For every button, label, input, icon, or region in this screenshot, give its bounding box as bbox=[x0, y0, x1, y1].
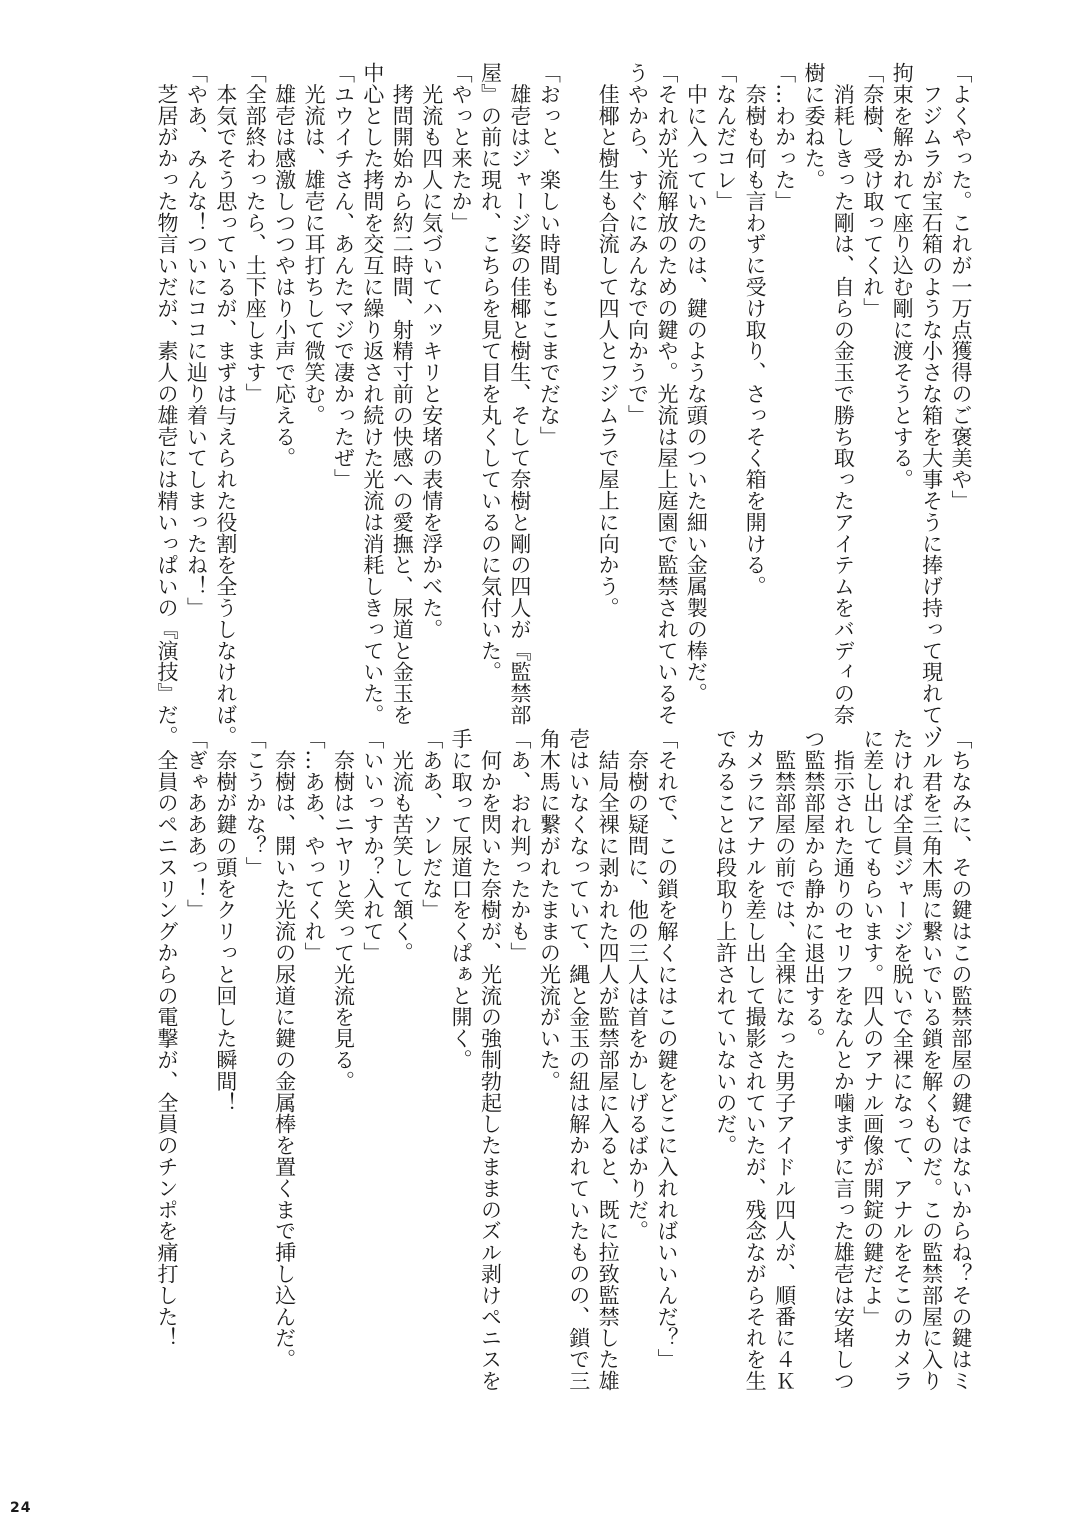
text-line: 本気でそう思っているが、まずは与えられた役割を全うしなければ。 bbox=[213, 62, 238, 747]
text-line: 「いいっすか？入れて」 bbox=[360, 728, 385, 964]
text-block-bottom bbox=[152, 728, 975, 1392]
text-line: 「全部終わったら、土下座します」 bbox=[243, 62, 268, 405]
text-line: に差し出してもらいます。四人のアナル画像が開錠の鍵だよ」 bbox=[860, 728, 885, 1328]
text-line: 光流も四人に気づいてハッキリと安堵の表情を浮かべた。 bbox=[419, 62, 444, 640]
text-line: 拘束を解かれて座り込む剛に渡そうとする。 bbox=[890, 62, 915, 490]
text-line bbox=[563, 62, 592, 712]
text-line: 「ぎゃあああっ！」 bbox=[184, 728, 209, 921]
text-line: 中に入っていたのは、鍵のような頭のついた細い金属製の棒だ。 bbox=[684, 62, 709, 704]
text-line: 「おっと、楽しい時間もここまでだな」 bbox=[537, 62, 562, 448]
text-line: 監禁部屋の前では、全裸になった男子アイドル四人が、順番に４Ｋ bbox=[772, 728, 797, 1392]
text-line: 「…ああ、やってくれ」 bbox=[302, 728, 327, 964]
text-line: 「よくやった。これが一万点獲得のご褒美や」 bbox=[949, 62, 973, 512]
text-line: 光流も苦笑して頷く。 bbox=[390, 728, 415, 964]
text-line: 雄壱は感激しつつやはり小声で応える。 bbox=[272, 62, 297, 469]
text-line: 佳椰と樹生も合流して四人とフジムラで屋上に向かう。 bbox=[596, 62, 621, 619]
text-line: 何かを閃いた奈樹が、光流の強制勃起したままのズル剥けペニスを bbox=[478, 728, 503, 1392]
text-line bbox=[681, 728, 710, 1378]
text-line: たければ全員ジャージを脱いで全裸になって、アナルをそこのカメラ bbox=[890, 728, 915, 1392]
text-line: 芝居がかった物言いだが、素人の雄壱には精いっぱいの『演技』だ。 bbox=[155, 62, 180, 747]
text-line: 奈樹の疑問に、他の三人は首をかしげるばかりだ。 bbox=[625, 728, 650, 1242]
text-line: うやから、すぐにみんなで向かうで」 bbox=[625, 62, 650, 426]
text-line: 奈樹は、開いた光流の尿道に鍵の金属棒を置くまで挿し込んだ。 bbox=[272, 728, 297, 1370]
text-line: 光流は、雄壱に耳打ちして微笑む。 bbox=[302, 62, 327, 426]
text-block-top bbox=[152, 62, 975, 747]
text-line: 「それで、この鎖を解くにはこの鍵をどこに入れればいいんだ？」 bbox=[654, 728, 679, 1370]
page-number: 24 bbox=[10, 1500, 32, 1516]
text-line: 「ちなみに、その鍵はこの監禁部屋の鍵ではないからね？その鍵はミ bbox=[949, 728, 973, 1392]
text-line: 「ユウイチさん、あんたマジで凄かったぜ」 bbox=[331, 62, 356, 490]
text-line: 「なんだコレ」 bbox=[713, 62, 738, 212]
text-line: 「…わかった」 bbox=[772, 62, 797, 212]
text-line: 屋』の前に現れ、こちらを見て目を丸くしているのに気付いた。 bbox=[478, 62, 503, 683]
text-line: 消耗しきった剛は、自らの金玉で勝ち取ったアイテムをバディの奈 bbox=[831, 62, 856, 726]
text-line: 「やあ、みんな！ついにココに辿り着いてしまったね！」 bbox=[184, 62, 209, 619]
text-line: 中心とした拷問を交互に繰り返され続けた光流は消耗しきっていた。 bbox=[360, 62, 385, 726]
text-line: 壱はいなくなっていて、縄と金玉の紐は解かれていたものの、鎖で三 bbox=[566, 728, 591, 1392]
text-line: 指示された通りのセリフをなんとか噛まずに言った雄壱は安堵しつ bbox=[831, 728, 856, 1392]
text-line: 全員のペニスリングからの電撃が、全員のチンポを痛打した！ bbox=[155, 728, 180, 1349]
text-line: 樹に委ねた。 bbox=[801, 62, 826, 191]
text-line: 奈樹も何も言わずに受け取り、さっそく箱を開ける。 bbox=[743, 62, 768, 597]
text-line: 「こうかな？」 bbox=[243, 728, 268, 878]
text-line: 手に取って尿道口をくぱぁと開く。 bbox=[449, 728, 474, 1071]
text-line: つ監禁部屋から静かに退出する。 bbox=[801, 728, 826, 1049]
text-line: 結局全裸に剥かれた四人が監禁部屋に入ると、既に拉致監禁した雄 bbox=[596, 728, 621, 1392]
text-line: 「それが光流解放のための鍵や。光流は屋上庭園で監禁されているそ bbox=[654, 62, 679, 726]
text-line: 「あ、おれ判ったかも」 bbox=[507, 728, 532, 964]
text-line: 「ああ、ソレだな」 bbox=[419, 728, 444, 921]
text-line: 角木馬に繋がれたままの光流がいた。 bbox=[537, 728, 562, 1092]
text-line: 「やっと来たか」 bbox=[449, 62, 474, 234]
text-line: 奈樹はニヤリと笑って光流を見る。 bbox=[331, 728, 356, 1092]
text-line: 奈樹が鍵の頭をクリっと回した瞬間！ bbox=[213, 728, 238, 1114]
text-line: 拷問開始から約二時間、射精寸前の快感への愛撫と、尿道と金玉を bbox=[390, 62, 415, 726]
text-line: ツル君を三角木馬に繋いでいる鎖を解くものだ。この監禁部屋に入り bbox=[919, 728, 944, 1392]
text-line: でみることは段取り上許されていないのだ。 bbox=[713, 728, 738, 1156]
text-line: 「奈樹、受け取ってくれ」 bbox=[860, 62, 885, 319]
text-line: カメラにアナルを差し出して撮影されていたが、残念ながらそれを生 bbox=[743, 728, 768, 1392]
text-line: 雄壱はジャージ姿の佳椰と樹生、そして奈樹と剛の四人が『監禁部 bbox=[507, 62, 532, 726]
text-line: フジムラが宝石箱のような小さな箱を大事そうに捧げ持って現れて、 bbox=[919, 62, 944, 747]
